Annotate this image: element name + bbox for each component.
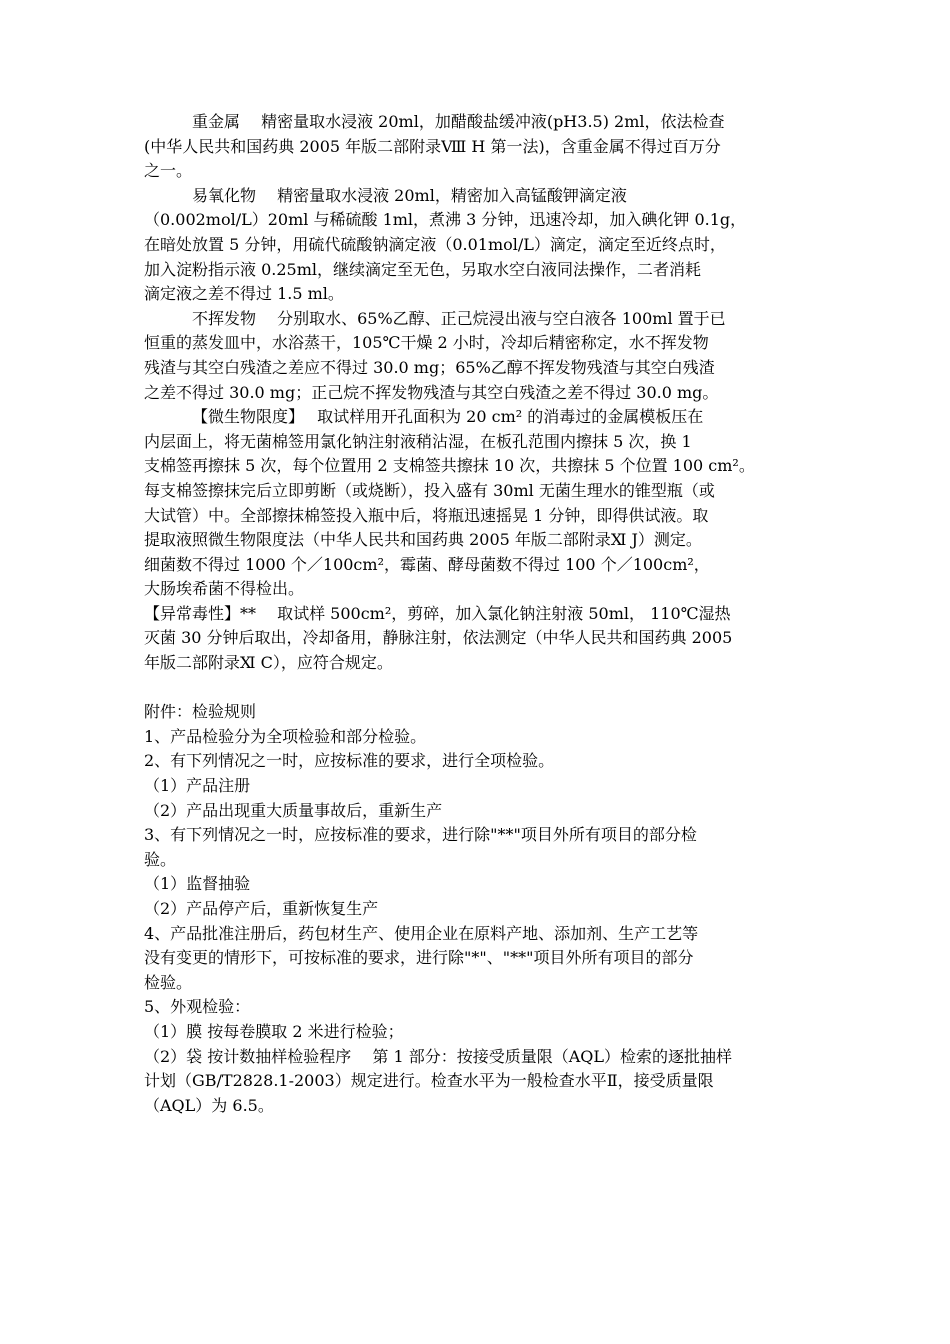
text-line: 重金属 精密量取水浸液 20ml，加醋酸盐缓冲液(pH3.5) 2ml，依法检查	[192, 112, 725, 131]
text-line: 内层面上，将无菌棉签用氯化钠注射液稍沾湿，在板孔范围内擦抹 5 次，换 1	[144, 431, 692, 451]
text-line: （2）产品出现重大质量事故后，重新生产	[144, 800, 443, 820]
text-line: 大试管）中。全部擦抹棉签投入瓶中后，将瓶迅速摇晃 1 分钟，即得供试液。取	[144, 505, 709, 525]
text-line: 检验。	[144, 972, 193, 992]
text-line: 滴定液之差不得过 1.5 ml。	[144, 284, 344, 304]
text-line: 计划（GB/T2828.1-2003）规定进行。检查水平为一般检查水平Ⅱ，接受质量限	[144, 1071, 714, 1091]
text-line: 每支棉签擦抹完后立即剪断（或烧断），投入盛有 30ml 无菌生理水的锥型瓶（或	[144, 480, 715, 500]
text-line: （0.002mol/L）20ml 与稀硫酸 1ml，煮沸 3 分钟，迅速冷却，加入碘化钾 0.1g，	[144, 210, 747, 230]
text-line: 易氧化物 精密量取水浸液 20ml，精密加入高锰酸钾滴定液	[192, 185, 627, 205]
text-line: 4、产品批准注册后，药包材生产、使用企业在原料产地、添加剂、生产工艺等	[144, 923, 699, 943]
text-line: 残渣与其空白残渣之差应不得过 30.0 mg；65%乙醇不挥发物残渣与其空白残渣	[144, 357, 715, 377]
text-line: 1、产品检验分为全项检验和部分检验。	[144, 726, 427, 746]
text-line: （1）监督抽验	[144, 874, 251, 894]
text-line: 支棉签再擦抹 5 次，每个位置用 2 支棉签共擦抹 10 次，共擦抹 5 个位置 100 cm²。	[144, 456, 755, 476]
text-line: （1）膜 按每卷膜取 2 米进行检验；	[144, 1021, 404, 1041]
text-line: 没有变更的情形下，可按标准的要求，进行除"*"、"**"项目外所有项目的部分	[144, 948, 694, 968]
text-line: 年版二部附录Ⅺ C），应符合规定。	[144, 653, 393, 673]
text-line: 加入淀粉指示液 0.25ml，继续滴定至无色，另取水空白液同法操作，二者消耗	[144, 259, 702, 279]
text-line: 【异常毒性】** 取试样 500cm²，剪碎，加入氯化钠注射液 50ml， 110℃湿热	[144, 603, 731, 623]
text-line: 灭菌 30 分钟后取出，冷却备用，静脉注射，依法测定（中华人民共和国药典 2005	[144, 628, 733, 648]
text-line: 在暗处放置 5 分钟，用硫代硫酸钠滴定液（0.01mol/L）滴定，滴定至近终点时，	[144, 234, 726, 254]
text-line: 大肠埃希菌不得检出。	[144, 579, 305, 599]
text-line: 验。	[144, 849, 177, 869]
text-line: （2）袋 按计数抽样检验程序 第 1 部分：按接受质量限（AQL）检索的逐批抽样	[144, 1046, 733, 1066]
text-line: 细菌数不得过 1000 个／100cm²，霉菌、酵母菌数不得过 100 个／100cm²，	[144, 554, 710, 574]
text-line: (中华人民共和国药典 2005 年版二部附录Ⅷ H 第一法)，含重金属不得过百万分	[144, 136, 721, 156]
text-line: 之一。	[144, 161, 193, 181]
text-line: 5、外观检验：	[144, 997, 251, 1017]
text-line: （2）产品停产后，重新恢复生产	[144, 899, 379, 918]
text-line: 提取液照微生物限度法（中华人民共和国药典 2005 年版二部附录Ⅺ J）测定。	[144, 530, 702, 550]
text-line: 【微生物限度】 取试样用开孔面积为 20 cm² 的消毒过的金属模板压在	[192, 407, 704, 427]
document-page	[144, 110, 814, 1118]
text-line: 之差不得过 30.0 mg；正己烷不挥发物残渣与其空白残渣之差不得过 30.0 mg。	[144, 382, 719, 402]
text-line: 附件：检验规则	[144, 702, 257, 722]
text-line: 3、有下列情况之一时，应按标准的要求，进行除"**"项目外所有项目的部分检	[144, 825, 697, 845]
text-line: （1）产品注册	[144, 776, 251, 796]
text-line: 恒重的蒸发皿中，水浴蒸干，105℃干燥 2 小时，冷却后精密称定，水不挥发物	[144, 333, 709, 353]
blank-line	[144, 676, 814, 701]
text-line: 不挥发物 分别取水、65%乙醇、正己烷浸出液与空白液各 100ml 置于已	[192, 308, 726, 328]
text-line: （AQL）为 6.5。	[144, 1095, 274, 1115]
text-line: 2、有下列情况之一时，应按标准的要求，进行全项检验。	[144, 751, 555, 771]
